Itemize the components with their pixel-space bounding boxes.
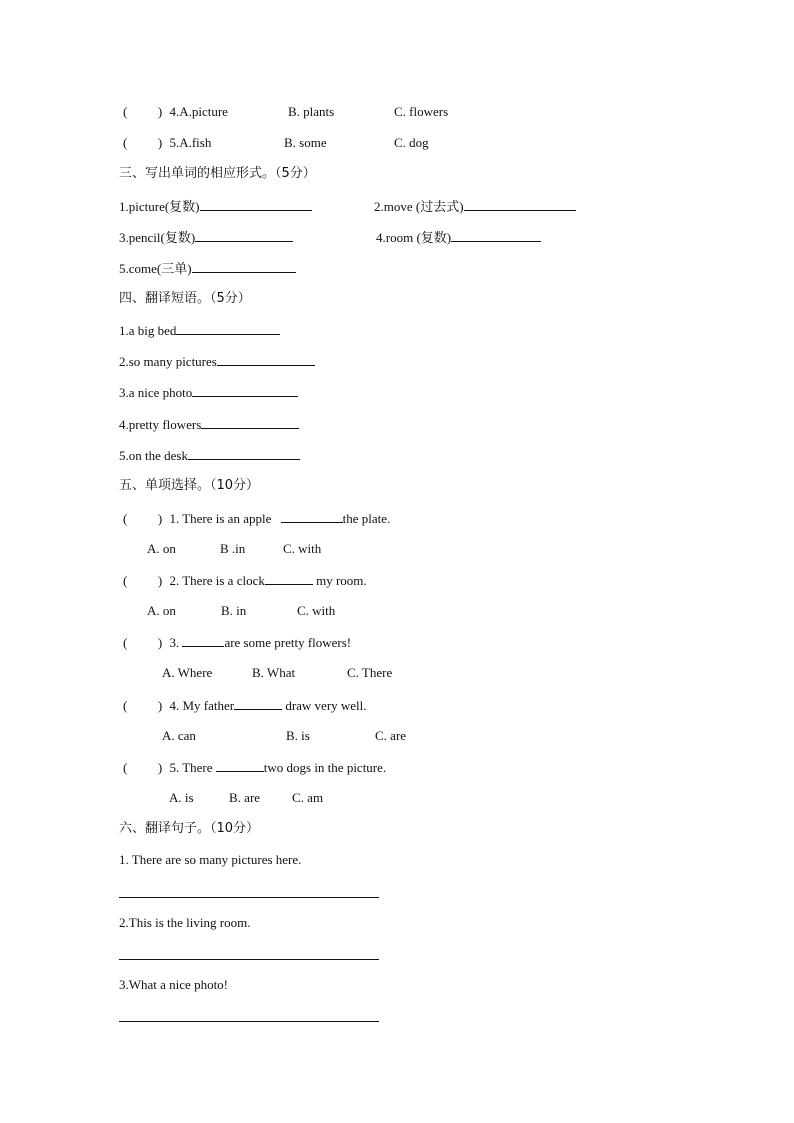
- section4-title: 四、翻译短语。（5分）: [119, 291, 251, 306]
- answer-blank[interactable]: [464, 198, 576, 211]
- word-form-item-4: [376, 229, 541, 246]
- choice-2-option-b: B. in: [221, 603, 247, 618]
- option-a: 4.A.picture: [169, 104, 228, 119]
- paren-close: ): [157, 635, 163, 650]
- paren-open: (: [123, 511, 128, 526]
- section5-title: 五、单项选择。（10分）: [119, 478, 260, 493]
- paren-open: (: [123, 635, 128, 650]
- phrase-item-1: [119, 322, 280, 339]
- choice-5-option-b: B. are: [229, 790, 261, 805]
- sentence-1: 1. There are so many pictures here.: [119, 852, 302, 867]
- phrase-item-2: [119, 353, 315, 370]
- question-text: 3.: [169, 635, 180, 650]
- question-text-end: two dogs in the picture.: [263, 760, 387, 775]
- answer-blank[interactable]: [192, 260, 296, 273]
- question-text-end: the plate.: [342, 511, 391, 526]
- item-label: 5.come(三单): [119, 261, 192, 276]
- paren-close: ): [157, 698, 163, 713]
- question-text: 5. There: [169, 760, 213, 775]
- choice-4-option-c: C. are: [375, 728, 407, 743]
- word-form-item-5: [119, 260, 296, 277]
- paren-close: ): [157, 511, 163, 526]
- question-blank[interactable]: [281, 510, 343, 523]
- question-text: 4. My father: [169, 698, 235, 713]
- phrase-item-5: [119, 447, 300, 464]
- question-blank[interactable]: [234, 697, 282, 710]
- item-label: 3.pencil(复数): [119, 230, 196, 245]
- paren-open: (: [123, 573, 128, 588]
- paren-close: ): [157, 573, 163, 588]
- question-text: 2. There is a clock: [169, 573, 265, 588]
- choice-3-option-b: B. What: [252, 665, 296, 680]
- choice-5-option-c: C. am: [292, 790, 324, 805]
- answer-blank[interactable]: [200, 198, 312, 211]
- answer-blank[interactable]: [188, 447, 300, 460]
- choice-question-4: [123, 697, 367, 714]
- question-blank[interactable]: [265, 572, 313, 585]
- phrase-item-3: [119, 384, 298, 401]
- word-form-item-2: [374, 198, 576, 215]
- choice-question-5: [123, 759, 386, 776]
- choice-question-1: [123, 510, 390, 527]
- item-label: 4.pretty flowers: [119, 417, 202, 432]
- mc-q5: [123, 135, 211, 151]
- choice-1-option-c: C. with: [283, 541, 322, 556]
- paren-open: (: [123, 104, 128, 119]
- choice-1-option-b: B .in: [220, 541, 246, 556]
- question-text: 1. There is an apple: [169, 511, 272, 526]
- choice-5-option-a: A. is: [169, 790, 194, 805]
- item-label: 1.a big bed: [119, 323, 177, 338]
- paren-close: ): [157, 760, 163, 775]
- question-text-end: my room.: [316, 573, 367, 588]
- phrase-item-4: [119, 416, 299, 433]
- mc-q4: [123, 104, 228, 120]
- answer-blank[interactable]: [201, 416, 299, 429]
- item-label: 4.room (复数): [376, 230, 452, 245]
- sentence-3-answer-line[interactable]: [119, 1021, 379, 1022]
- choice-2-option-a: A. on: [147, 603, 176, 618]
- paren-open: (: [123, 135, 128, 150]
- mc-q4-option-b: B. plants: [288, 104, 335, 119]
- question-text-end: draw very well.: [285, 698, 367, 713]
- choice-4-option-b: B. is: [286, 728, 310, 743]
- mc-q5-option-b: B. some: [284, 135, 327, 150]
- choice-1-option-a: A. on: [147, 541, 176, 556]
- word-form-item-1: [119, 198, 312, 215]
- answer-blank[interactable]: [451, 229, 541, 242]
- answer-blank[interactable]: [176, 322, 280, 335]
- item-label: 3.a nice photo: [119, 385, 193, 400]
- sentence-2-answer-line[interactable]: [119, 959, 379, 960]
- question-blank[interactable]: [182, 634, 224, 647]
- question-blank[interactable]: [216, 759, 264, 772]
- sentence-3: 3.What a nice photo!: [119, 977, 229, 992]
- answer-blank[interactable]: [217, 353, 315, 366]
- paren-open: (: [123, 760, 128, 775]
- word-form-item-3: [119, 229, 293, 246]
- section3-title: 三、写出单词的相应形式。（5分）: [119, 166, 316, 181]
- paren-open: (: [123, 698, 128, 713]
- sentence-2: 2.This is the living room.: [119, 915, 251, 930]
- item-label: 2.move (过去式): [374, 199, 464, 214]
- paren-close: ): [157, 104, 163, 119]
- paren-close: ): [157, 135, 163, 150]
- mc-q4-option-c: C. flowers: [394, 104, 449, 119]
- answer-blank[interactable]: [192, 384, 298, 397]
- item-label: 2.so many pictures: [119, 354, 217, 369]
- sentence-1-answer-line[interactable]: [119, 897, 379, 898]
- answer-blank[interactable]: [195, 229, 293, 242]
- option-a: 5.A.fish: [169, 135, 212, 150]
- choice-question-3: [123, 634, 351, 651]
- section6-title: 六、翻译句子。（10分）: [119, 821, 260, 836]
- question-text-end: are some pretty flowers!: [224, 635, 352, 650]
- item-label: 1.picture(复数): [119, 199, 200, 214]
- mc-q5-option-c: C. dog: [394, 135, 429, 150]
- item-label: 5.on the desk: [119, 448, 188, 463]
- choice-3-option-a: A. Where: [162, 665, 213, 680]
- choice-question-2: [123, 572, 367, 589]
- choice-3-option-c: C. There: [347, 665, 393, 680]
- choice-4-option-a: A. can: [162, 728, 196, 743]
- choice-2-option-c: C. with: [297, 603, 336, 618]
